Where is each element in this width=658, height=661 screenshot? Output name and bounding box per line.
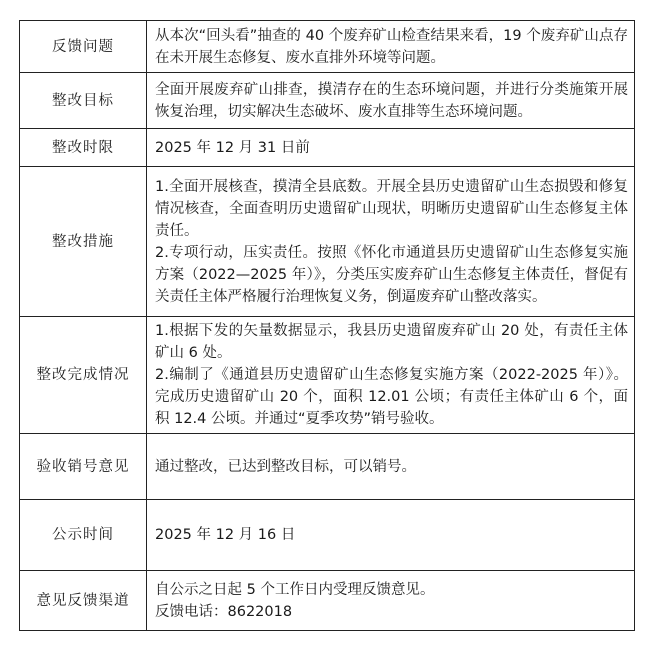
row-completion-status <box>20 317 635 434</box>
row-feedback-channel <box>20 571 635 631</box>
label-publicity-time: 公示时间 <box>20 500 147 571</box>
measure-item: 1.全面开展核查，摸清全县底数。开展全县历史遗留矿山生态损毁和修复情况核查，全面查明历史遗留矿山现状，明晰历史遗留矿山生态修复主体责任。 <box>155 178 628 239</box>
label-rectification-goal: 整改目标 <box>20 73 147 129</box>
measure-item: 2.专项行动，压实责任。按照《怀化市通道县历史遗留矿山生态修复实施方案（2022—2025 年）》，分类压实废弃矿山生态修复主体责任，督促有关责任主体严格履行治理恢复义务，倒逼废弃矿山整改落实。 <box>155 244 628 305</box>
label-completion-status: 整改完成情况 <box>20 317 147 434</box>
value-line: 全面开展废弃矿山排查，摸清存在的生态环境问题，并进行分类施策开展恢复治理，切实解决生态破坏、废水直排等生态环境问题。 <box>155 81 628 120</box>
value-line: 2025 年 12 月 16 日 <box>155 527 296 543</box>
row-rectification-deadline <box>20 129 635 167</box>
value-feedback-issue <box>147 21 635 73</box>
value-rectification-measures <box>147 167 635 317</box>
label-feedback-issue: 反馈问题 <box>20 21 147 73</box>
value-rectification-goal <box>147 73 635 129</box>
completion-item: 1.根据下发的矢量数据显示，我县历史遗留废弃矿山 20 处，有责任主体矿山 6 处。 <box>155 323 628 361</box>
label-feedback-channel: 意见反馈渠道 <box>20 571 147 631</box>
label-acceptance-opinion: 验收销号意见 <box>20 434 147 500</box>
row-acceptance-opinion <box>20 434 635 500</box>
label-rectification-deadline: 整改时限 <box>20 129 147 167</box>
rectification-notice-sheet <box>19 20 635 631</box>
row-rectification-goal <box>20 73 635 129</box>
row-publicity-time <box>20 500 635 571</box>
value-completion-status <box>147 317 635 434</box>
value-line: 从本次“回头看”抽查的 40 个废弃矿山检查结果来看，19 个废弃矿山点存在未开展生态修复、废水直排外环境等问题。 <box>155 27 628 66</box>
value-line: 2025 年 12 月 31 日前 <box>155 139 310 156</box>
feedback-phone: 反馈电话：8622018 <box>155 603 293 620</box>
row-feedback-issue <box>20 21 635 73</box>
label-rectification-measures: 整改措施 <box>20 167 147 317</box>
value-publicity-time <box>147 500 635 571</box>
row-rectification-measures <box>20 167 635 317</box>
rectification-table <box>19 20 635 631</box>
feedback-window-text: 自公示之日起 5 个工作日内受理反馈意见。 <box>155 581 435 598</box>
value-feedback-channel <box>147 571 635 631</box>
value-line: 通过整改，已达到整改目标，可以销号。 <box>155 458 416 475</box>
value-rectification-deadline <box>147 129 635 167</box>
completion-item: 2.编制了《通道县历史遗留矿山生态修复实施方案（2022-2025 年）》。完成历史遗留矿山 20 个，面积 12.01 公顷；有责任主体矿山 6 个，面积 12.4 公顷。并通过“夏季攻势”销号验收。 <box>155 367 628 427</box>
value-acceptance-opinion <box>147 434 635 500</box>
